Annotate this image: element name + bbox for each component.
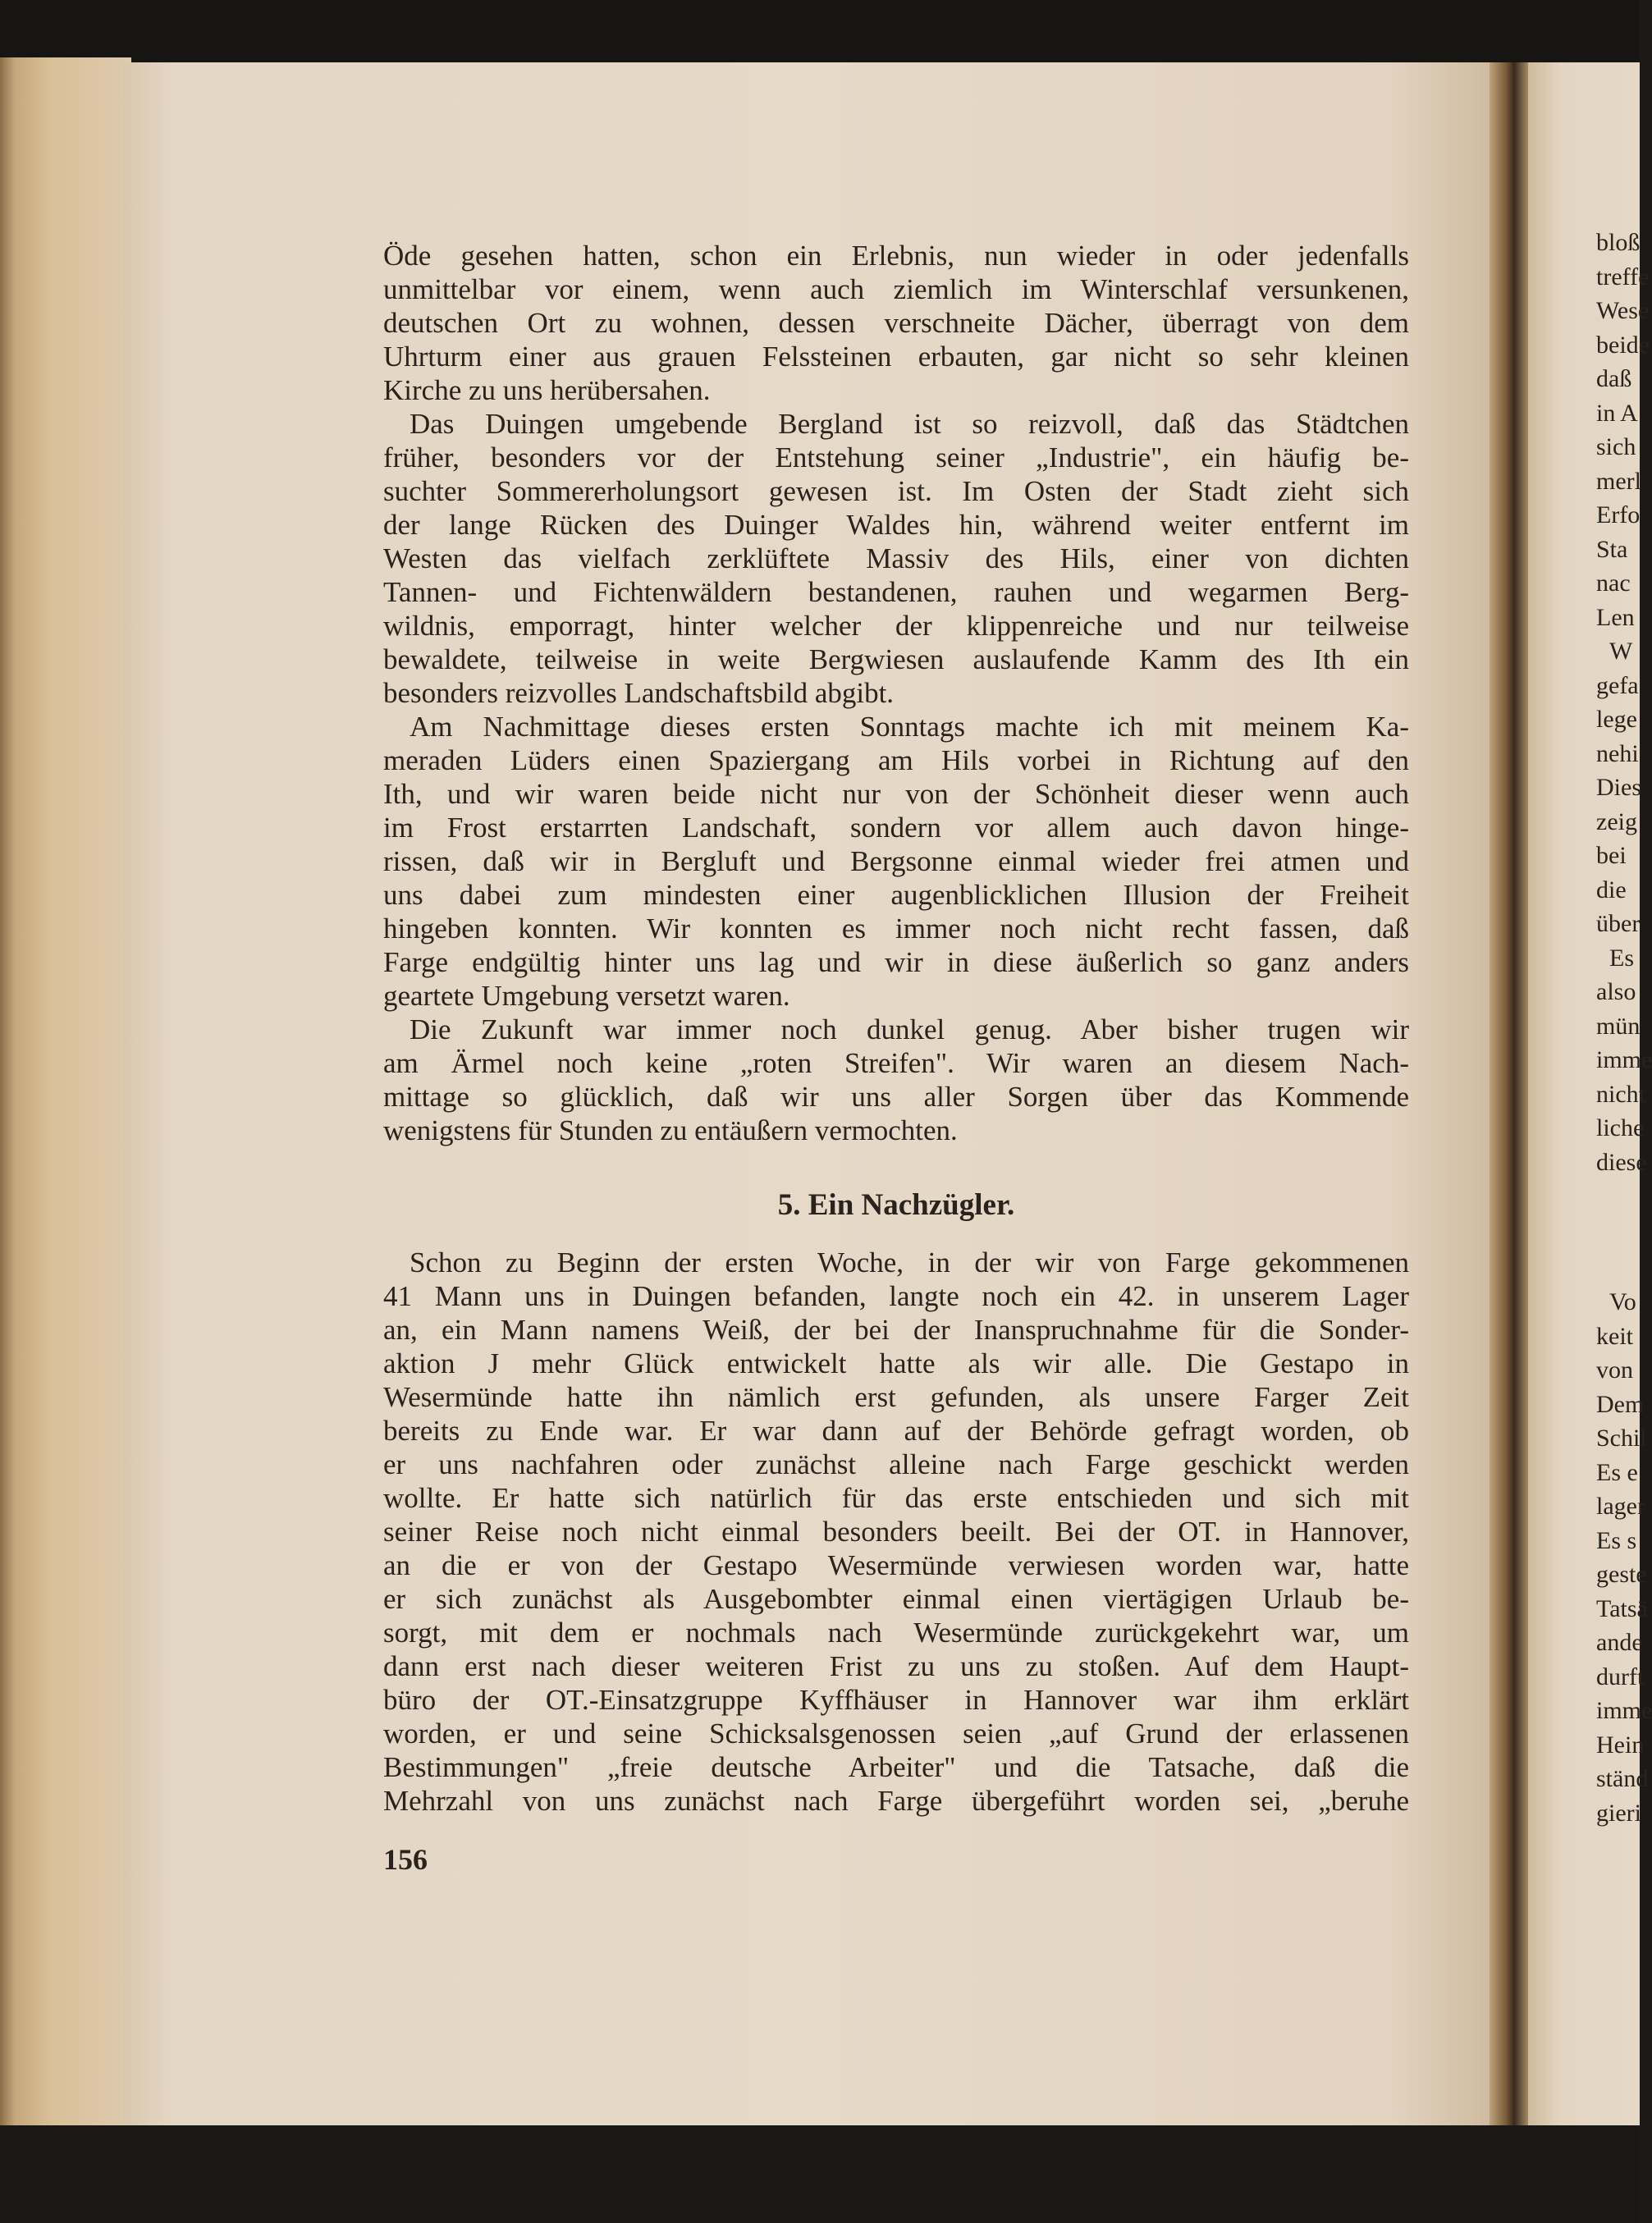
book-page-edges [0, 57, 131, 2142]
right-page-line-fragment: nac [1596, 569, 1631, 597]
right-page-line-fragment: merl [1596, 467, 1641, 495]
text-line: seiner Reise noch nicht einmal besonders beeilt. Bei der OT. in Hannover, [383, 1516, 1409, 1548]
text-line: Uhrturm einer aus grauen Felssteinen erbauten, gar nicht so sehr kleinen [383, 341, 1409, 373]
text-line: Am Nachmittage dieses ersten Sonntags machte ich mit meinem Ka- [410, 711, 1409, 743]
scan-bottom-border [0, 2125, 1640, 2223]
right-page-line-fragment: die [1596, 876, 1627, 903]
body-text-bottom [383, 1246, 1409, 1818]
right-page-line-fragment: beide [1596, 331, 1650, 359]
right-page-line-fragment: in A [1596, 399, 1638, 427]
right-page-line-fragment: liche [1596, 1114, 1645, 1141]
right-page-line-fragment: daß [1596, 365, 1632, 392]
text-line: mittage so glücklich, daß wir uns aller Sorgen über das Kommende [383, 1081, 1409, 1113]
paragraph [383, 710, 1409, 1013]
text-line: am Ärmel noch keine „roten Streifen". Wir waren an diesem Nach- [383, 1047, 1409, 1079]
text-line: aktion J mehr Glück entwickelt hatte als wir alle. Die Gestapo in [383, 1347, 1409, 1379]
right-page-line-fragment: treffe [1596, 263, 1650, 290]
text-line: Mehrzahl von uns zunächst nach Farge übergeführt worden sei, „beruhe [383, 1785, 1409, 1817]
paragraph [383, 1246, 1409, 1818]
text-line: Das Duingen umgebende Bergland ist so reizvoll, daß das Städtchen [410, 408, 1409, 440]
right-page-line-fragment: gieri [1596, 1799, 1641, 1827]
right-page-line-fragment: imme [1596, 1046, 1652, 1073]
body-text-top [383, 239, 1409, 1147]
right-page-line-fragment: sich [1596, 433, 1636, 460]
right-page-line-fragment: Dem [1596, 1390, 1645, 1418]
right-page-line-fragment: ständ [1596, 1765, 1649, 1792]
right-page-line-fragment: keit [1596, 1322, 1633, 1350]
right-page-line-fragment: nicht [1596, 1080, 1645, 1108]
paragraph [383, 239, 1409, 407]
right-page-line-fragment: Erfo [1596, 501, 1641, 528]
right-page-line-fragment: also [1596, 978, 1636, 1005]
scan-top-border [0, 0, 1640, 64]
right-page-line-fragment: Dies [1596, 774, 1641, 801]
text-line: an die er von der Gestapo Wesermünde verwiesen worden war, hatte [383, 1549, 1409, 1581]
paragraph [383, 407, 1409, 710]
text-line: wildnis, emporragt, hinter welcher der klippenreiche und nur teilweise [383, 610, 1409, 642]
right-page-line-fragment: Wese [1596, 297, 1650, 324]
right-page-text-bottom [1596, 1285, 1652, 1830]
right-page-line-fragment: gefa [1596, 671, 1639, 699]
text-line: an, ein Mann namens Weiß, der bei der Inanspruchnahme für die Sonder- [383, 1314, 1409, 1346]
right-page-line-fragment: imme [1596, 1697, 1652, 1724]
right-page-line-fragment: ande [1596, 1629, 1643, 1656]
right-page-line-fragment: zeig [1596, 807, 1637, 835]
text-line: büro der OT.-Einsatzgruppe Kyffhäuser in Hannover war ihm erklärt [383, 1684, 1409, 1716]
right-page-line-fragment: diese [1596, 1148, 1647, 1176]
text-line: bewaldete, teilweise in weite Bergwiesen auslaufende Kamm des Ith ein [383, 643, 1409, 675]
right-page-line-fragment: von [1596, 1356, 1633, 1384]
text-line: unmittelbar vor einem, wenn auch ziemlich im Winterschlaf versunkenen, [383, 273, 1409, 305]
text-line: bereits zu Ende war. Er war dann auf der Behörde gefragt worden, ob [383, 1415, 1409, 1447]
paragraph [383, 1013, 1409, 1147]
right-page-text-top [1596, 226, 1652, 1179]
right-page-line-fragment: lager [1596, 1493, 1645, 1520]
text-line: geartete Umgebung versetzt waren. [383, 980, 790, 1012]
text-line: meraden Lüders einen Spaziergang am Hils vorbei in Richtung auf den [383, 744, 1409, 776]
right-page-line-fragment: durft [1596, 1663, 1645, 1690]
text-line: Schon zu Beginn der ersten Woche, in der wir von Farge gekommenen [410, 1246, 1409, 1278]
right-page-line-fragment: Tatsä [1596, 1594, 1648, 1622]
right-page-line-fragment: Len [1596, 603, 1635, 631]
text-line: hingeben konnten. Wir konnten es immer noch nicht recht fassen, daß [383, 913, 1409, 945]
right-page-line-fragment: mün [1596, 1012, 1641, 1040]
text-line: wollte. Er hatte sich natürlich für das erste entschieden und sich mit [383, 1482, 1409, 1514]
text-line: dann erst nach dieser weiteren Frist zu uns zu stoßen. Auf dem Haupt- [383, 1650, 1409, 1682]
text-line: Die Zukunft war immer noch dunkel genug. Aber bisher trugen wir [410, 1013, 1409, 1045]
text-line: 41 Mann uns in Duingen befanden, langte noch ein 42. in unserem Lager [383, 1280, 1409, 1312]
text-line: Öde gesehen hatten, schon ein Erlebnis, nun wieder in oder jedenfalls [383, 240, 1409, 272]
right-page-line-fragment: über [1596, 910, 1641, 937]
text-line: Farge endgültig hinter uns lag und wir in diese äußerlich so ganz anders [383, 946, 1409, 978]
text-line: Westen das vielfach zerklüftete Massiv des Hils, einer von dichten [383, 542, 1409, 574]
text-line: der lange Rücken des Duinger Waldes hin, während weiter entfernt im [383, 509, 1409, 541]
text-line: im Frost erstarrten Landschaft, sondern vor allem auch davon hinge- [383, 812, 1409, 844]
text-line: uns dabei zum mindesten einer augenblicklichen Illusion der Freiheit [383, 879, 1409, 911]
right-page-line-fragment: lege [1596, 706, 1637, 733]
right-page-line-fragment: W [1609, 638, 1633, 665]
text-line: Tannen- und Fichtenwäldern bestandenen, rauhen und wegarmen Berg- [383, 576, 1409, 608]
text-line: früher, besonders vor der Entstehung seiner „Industrie", ein häufig be- [383, 441, 1409, 473]
text-line: worden, er und seine Schicksalsgenossen seien „auf Grund der erlassenen [383, 1718, 1409, 1750]
right-page-line-fragment: Schil [1596, 1425, 1647, 1452]
text-line: suchter Sommererholungsort gewesen ist. Im Osten der Stadt zieht sich [383, 475, 1409, 507]
text-line: rissen, daß wir in Bergluft und Bergsonne einmal wieder frei atmen und [383, 845, 1409, 877]
text-line: er sich zunächst als Ausgebombter einmal einen viertägigen Urlaub be- [383, 1583, 1409, 1615]
text-line: deutschen Ort zu wohnen, dessen verschneite Dächer, überragt von dem [383, 307, 1409, 339]
right-page-line-fragment: nehi [1596, 739, 1639, 767]
text-line: sorgt, mit dem er nochmals nach Wesermünde zurückgekehrt war, um [383, 1617, 1409, 1649]
text-line: Bestimmungen" „freie deutsche Arbeiter" und die Tatsache, daß die [383, 1751, 1409, 1783]
right-page-line-fragment: bei [1596, 842, 1627, 869]
section-heading: 5. Ein Nachzügler. [777, 1188, 1015, 1222]
book-gutter [1490, 62, 1531, 2134]
text-line: Ith, und wir waren beide nicht nur von der Schönheit dieser wenn auch [383, 778, 1409, 810]
right-page-line-fragment: Es s [1596, 1526, 1637, 1554]
right-page-line-fragment: Es e [1596, 1458, 1638, 1486]
text-line: er uns nachfahren oder zunächst alleine nach Farge geschickt werden [383, 1448, 1409, 1480]
right-page-line-fragment: bloß [1596, 229, 1641, 256]
right-page-line-fragment: Es [1609, 944, 1634, 972]
right-page-line-fragment: Hein [1596, 1731, 1645, 1759]
right-page-line-fragment: Vo [1609, 1288, 1636, 1315]
text-line: Kirche zu uns herübersahen. [383, 374, 711, 406]
text-line: wenigstens für Stunden zu entäußern vermochten. [383, 1114, 958, 1146]
text-line: besonders reizvolles Landschaftsbild abgibt. [383, 677, 895, 709]
right-page-line-fragment: Sta [1596, 535, 1628, 563]
page-number: 156 [383, 1843, 428, 1876]
text-line: Wesermünde hatte ihn nämlich erst gefunden, als unsere Farger Zeit [383, 1381, 1409, 1413]
right-page-line-fragment: geste [1596, 1561, 1647, 1588]
